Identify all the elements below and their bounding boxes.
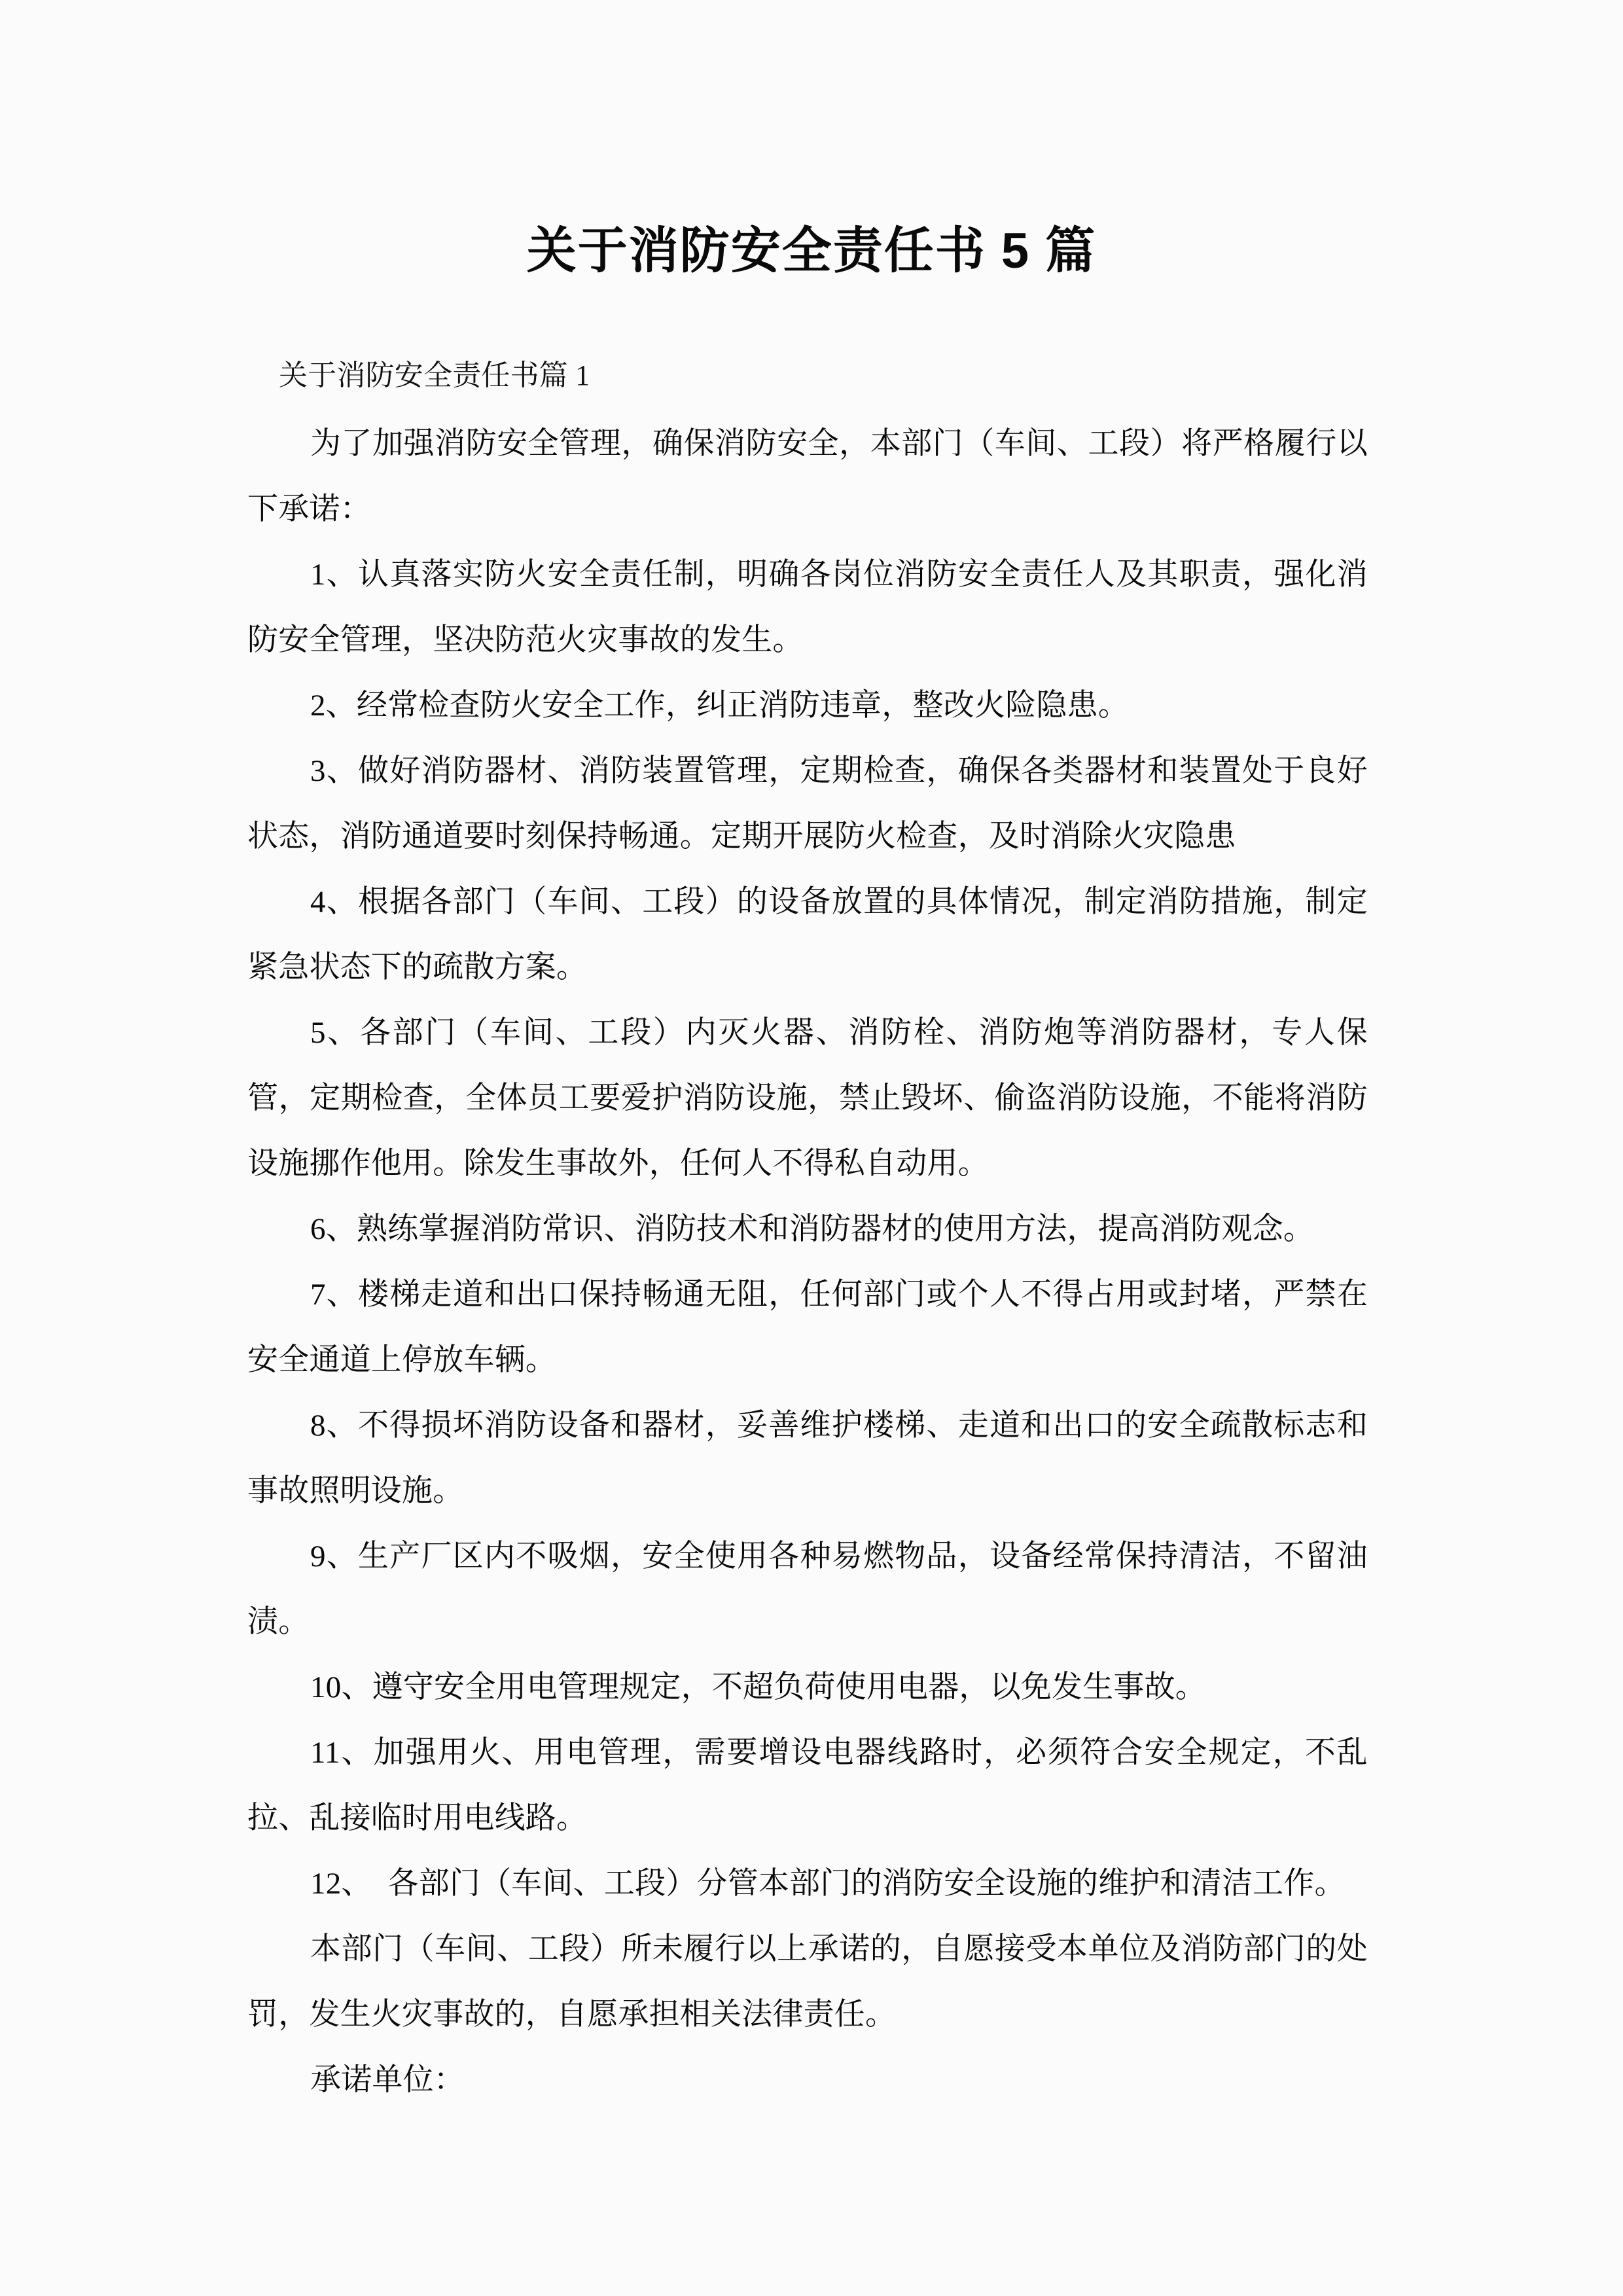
page-title: 关于消防安全责任书 5 篇 (526, 223, 1097, 279)
paragraph-item-12: 12、 各部门（车间、工段）分管本部门的消防安全设施的维护和清洁工作。 (310, 1867, 1346, 1901)
section-subtitle: 关于消防安全责任书篇 1 (279, 359, 590, 391)
paragraph-item-3: 3、做好消防器材、消防装置管理，定期检查，确保各类器材和装置处于良好状态，消防通道要时刻保持畅通。定期开展防火检查，及时消除火灾隐患 (247, 754, 1368, 853)
paragraph-item-8: 8、不得损坏消防设备和器材，妥善维护楼梯、走道和出口的安全疏散标志和事故照明设施。 (247, 1408, 1368, 1508)
paragraph-item-2: 2、经常检查防火安全工作，纠正消防违章，整改火险隐患。 (310, 689, 1129, 723)
paragraph-closing: 本部门（车间、工段）所未履行以上承诺的，自愿接受本单位及消防部门的处罚，发生火灾事故的，自愿承担相关法律责任。 (247, 1932, 1368, 2032)
paragraph-item-11: 11、加强用火、用电管理，需要增设电器线路时，必须符合安全规定，不乱拉、乱接临时用电线路。 (247, 1736, 1368, 1835)
paragraph-item-4: 4、根据各部门（车间、工段）的设备放置的具体情况，制定消防措施，制定紧急状态下的疏散方案。 (247, 885, 1368, 984)
document-body (247, 340, 1368, 2113)
paragraph-item-9: 9、生产厂区内不吸烟，安全使用各种易燃物品，设备经常保持清洁，不留油渍。 (247, 1539, 1368, 1639)
paragraph-signature-line: 承诺单位： (310, 2063, 465, 2097)
paragraph-item-10: 10、遵守安全用电管理规定，不超负荷使用电器，以免发生事故。 (310, 1670, 1206, 1704)
paragraph-item-1: 1、认真落实防火安全责任制，明确各岗位消防安全责任人及其职责，强化消防安全管理，坚决防范火灾事故的发生。 (247, 558, 1368, 657)
paragraph-item-7: 7、楼梯走道和出口保持畅通无阻，任何部门或个人不得占用或封堵，严禁在安全通道上停放车辆。 (247, 1278, 1368, 1377)
paragraph-item-6: 6、熟练掌握消防常识、消防技术和消防器材的使用方法，提高消防观念。 (310, 1212, 1315, 1246)
paragraph-item-5: 5、各部门（车间、工段）内灭火器、消防栓、消防炮等消防器材，专人保管，定期检查，全体员工要爱护消防设施，禁止毁坏、偷盗消防设施，不能将消防设施挪作他用。除发生事故外，任何人不得私自动用。 (247, 1016, 1368, 1181)
paragraph-intro: 为了加强消防安全管理，确保消防安全，本部门（车间、工段）将严格履行以下承诺： (247, 427, 1368, 526)
